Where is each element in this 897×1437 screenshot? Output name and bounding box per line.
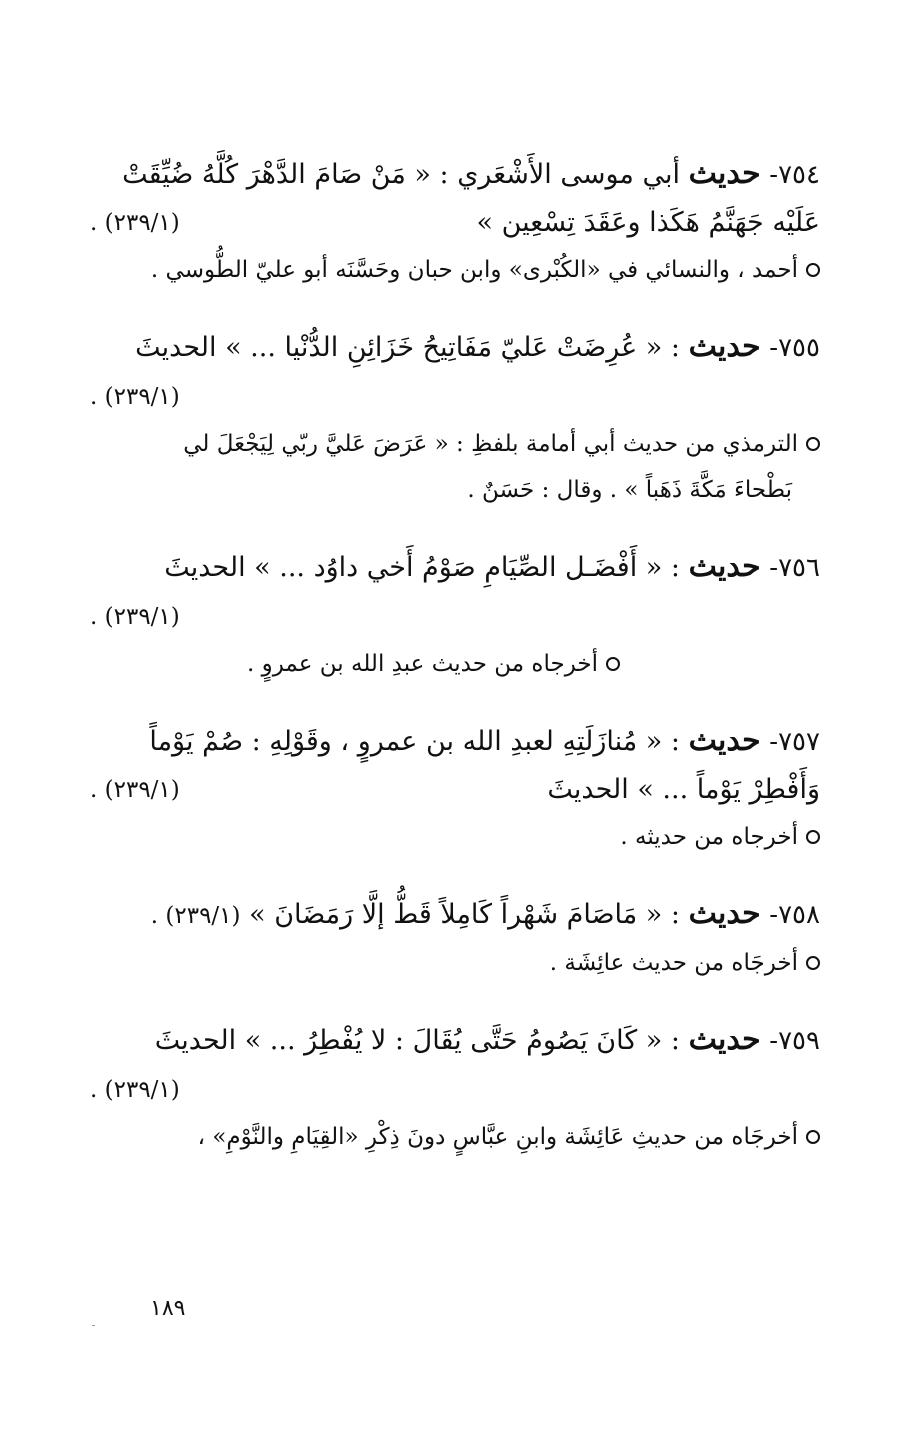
entry-text: : « أَفْضَـل الصِّيَامِ صَوْمُ أَخي داوُد ... » الحديثَ <box>164 552 680 583</box>
entry-text: أبي موسى الأَشْعَري : « مَنْ صَامَ الدَّهْرَ كُلَّهُ ضُيِّقَتْ <box>122 159 680 190</box>
entry-keyword: حديث <box>688 549 761 584</box>
entry-number: ٧٥٧- <box>769 727 820 757</box>
entry-number: ٧٥٦- <box>769 553 820 583</box>
entry-text: : « مَاصَامَ شَهْراً كَامِلاً قَطُّ إلَّا رَمَضَانَ » <box>249 899 680 930</box>
note-text: أخرجَاه من حديث عائِشَة . <box>549 950 798 976</box>
source-note <box>90 641 820 687</box>
document-page <box>90 150 820 1190</box>
entry-reference: (٢٣٩/١) . <box>90 210 180 236</box>
hadith-entry-758 <box>90 890 820 986</box>
entry-line <box>90 890 820 940</box>
note-text: أخرجاه من حديثه . <box>620 824 798 850</box>
circle-bullet-icon <box>606 657 620 671</box>
hadith-entry-755 <box>90 323 820 513</box>
scan-mark <box>92 1325 95 1326</box>
entry-reference: (٢٣٩/١) . <box>90 604 180 630</box>
page-number: ١٨٩ <box>150 1296 186 1321</box>
entry-reference: (٢٣٩/١) . <box>150 903 241 929</box>
source-note <box>90 940 820 986</box>
note-text: أخرجاه من حديث عبدِ الله بن عمروٍ . <box>247 651 598 677</box>
hadith-entry-759 <box>90 1016 820 1160</box>
entry-keyword: حديث <box>688 1022 761 1057</box>
entry-reference: (٢٣٩/١) . <box>90 384 180 410</box>
note-continuation: بَطْحاءَ مَكَّةَ ذَهَباً » . وقال : حَسَنٌ . <box>467 477 792 503</box>
entry-keyword: حديث <box>688 329 761 364</box>
entry-line <box>90 1065 820 1114</box>
entry-reference: (٢٣٩/١) . <box>90 777 180 803</box>
source-note <box>90 1114 820 1160</box>
note-text: أحمد ، والنسائي في «الكُبْرى» وابن حبان وحَسَّنَه أبو عليّ الطُّوسي . <box>150 257 798 283</box>
entry-keyword: حديث <box>688 723 761 758</box>
source-note <box>90 814 820 860</box>
entry-keyword: حديث <box>688 156 761 191</box>
entry-number: ٧٥٤- <box>769 160 820 190</box>
entry-line <box>90 372 820 421</box>
entry-line <box>90 199 820 247</box>
circle-bullet-icon <box>806 830 820 844</box>
entry-number: ٧٥٥- <box>769 333 820 363</box>
circle-bullet-icon <box>806 956 820 970</box>
entry-reference: (٢٣٩/١) . <box>90 1077 180 1103</box>
source-note <box>90 421 820 467</box>
entry-line <box>90 1016 820 1065</box>
note-text: أخرجَاه من حديثِ عَائِشَة وابنِ عبَّاسٍ دونَ ذِكْرِ «القِيَامِ والنَّوْمِ» ، <box>197 1124 798 1150</box>
entry-text: : « كَانَ يَصُومُ حَتَّى يُقَالَ : لا يُفْطِرُ ... » الحديثَ <box>154 1025 680 1056</box>
hadith-entry-754 <box>90 150 820 293</box>
hadith-entry-757 <box>90 717 820 860</box>
circle-bullet-icon <box>806 263 820 277</box>
entry-keyword: حديث <box>688 896 761 931</box>
entry-line <box>90 592 820 641</box>
entry-number: ٧٥٩- <box>769 1026 820 1056</box>
circle-bullet-icon <box>806 1130 820 1144</box>
source-note <box>90 247 820 293</box>
entry-text: : « مُنازَلَتِهِ لعبدِ الله بن عمروٍ ، وقَوْلِهِ : صُمْ يَوْماً <box>149 726 680 757</box>
entry-text: وَأَفْطِرْ يَوْماً ... » الحديثَ <box>547 774 820 805</box>
circle-bullet-icon <box>806 437 820 451</box>
entry-text: عَلَيْه جَهَنَّمُ هَكَذا وعَقَدَ تِسْعِين » <box>476 207 820 238</box>
entry-line <box>90 150 820 199</box>
entry-line <box>90 543 820 592</box>
note-text: الترمذي من حديث أبي أمامة بلفظِ : « عَرَضَ عَليَّ ربّي لِيَجْعَلَ لي <box>183 431 798 457</box>
entry-number: ٧٥٨- <box>769 900 820 930</box>
hadith-entry-756 <box>90 543 820 687</box>
entry-line <box>90 717 820 766</box>
entry-line <box>90 766 820 814</box>
entry-line <box>90 323 820 372</box>
entry-text: : « عُرِضَتْ عَليّ مَفَاتِيحُ خَزَائِنِ الدُّنْيا ... » الحديثَ <box>135 332 680 363</box>
